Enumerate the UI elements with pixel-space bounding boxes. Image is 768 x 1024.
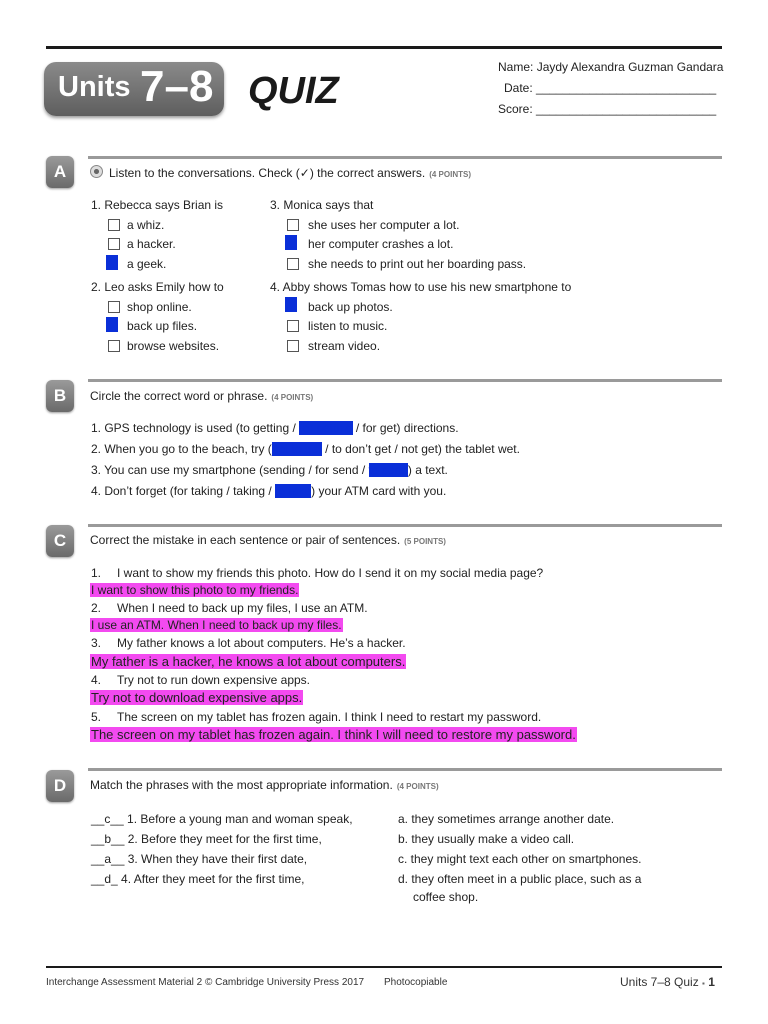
section-a-badge: A	[46, 156, 74, 188]
checkbox[interactable]	[108, 301, 120, 313]
correction-item	[91, 636, 406, 650]
checkbox[interactable]	[287, 219, 299, 231]
section-a-points: (4 POINTS)	[429, 170, 471, 179]
item-number: 3.	[91, 636, 102, 650]
item-text: / for get) directions.	[352, 421, 459, 435]
item-number: 1.	[91, 566, 102, 580]
section-c-instruction	[90, 533, 446, 547]
item-text: My father knows a lot about computers. He’s a hacker.	[117, 636, 406, 650]
section-b-badge: B	[46, 380, 74, 412]
page-number: 1	[708, 975, 715, 989]
selected-answer[interactable]: for getting	[299, 421, 353, 435]
grammar-item	[91, 484, 446, 498]
checkbox-checked[interactable]	[106, 317, 118, 332]
checkbox-checked[interactable]	[106, 255, 118, 270]
question-stem: 2. Leo asks Emily how to	[91, 280, 224, 294]
item-number: 2.	[91, 601, 102, 615]
option-label: stream video.	[308, 339, 381, 353]
correction-item	[91, 673, 310, 687]
audio-icon	[90, 165, 103, 178]
option-label: a hacker.	[127, 237, 176, 251]
score-blank: ___________________________	[536, 102, 717, 116]
section-b-points: (4 POINTS)	[271, 393, 314, 402]
item-text: Try not to run down expensive apps.	[117, 673, 311, 687]
section-d-points: (4 POINTS)	[396, 782, 439, 791]
match-item	[91, 872, 304, 886]
units-range: 7–8	[140, 62, 214, 111]
match-item	[91, 852, 307, 866]
checkbox[interactable]	[287, 340, 299, 352]
item-text: When I need to back up my files, I use an ATM.	[117, 601, 368, 615]
section-a-instruction-text: Listen to the conversations. Check (✓) the correct answers.	[109, 166, 426, 180]
name-value: Jaydy Alexandra Guzman Gandara	[536, 60, 724, 74]
checkbox[interactable]	[287, 258, 299, 270]
checkbox[interactable]	[287, 320, 299, 332]
match-answer[interactable]: __a__	[91, 852, 125, 866]
item-text: I want to show my friends this photo. How do I send it on my social media page?	[117, 566, 544, 580]
option-label: shop online.	[127, 300, 192, 314]
option-label: she uses her computer a lot.	[308, 218, 460, 232]
match-text: 1. Before a young man and woman speak,	[127, 812, 353, 826]
match-option-continued: coffee shop.	[413, 890, 479, 904]
checkbox[interactable]	[108, 340, 120, 352]
footer-copyright: Interchange Assessment Material 2 © Cambridge University Press 2017	[46, 977, 365, 988]
section-c-rule	[88, 524, 722, 527]
correction-item	[91, 601, 368, 615]
match-text: 2. Before they meet for the first time,	[127, 832, 322, 846]
match-item	[91, 812, 353, 826]
answer-text[interactable]: I want to show this photo to my friends.	[91, 583, 299, 597]
answer-text[interactable]: I use an ATM. When I need to back up my files.	[91, 618, 342, 632]
correction-item	[91, 566, 543, 580]
option-label: browse websites.	[127, 339, 220, 353]
item-number: 5.	[91, 710, 102, 724]
section-b-instruction	[90, 389, 313, 403]
match-item	[91, 832, 322, 846]
selected-answer[interactable]: not to get	[271, 442, 322, 456]
item-text: 2. When you go to the beach, try (	[91, 442, 272, 456]
grammar-item	[91, 421, 459, 435]
date-blank: ___________________________	[536, 81, 717, 95]
checkbox[interactable]	[108, 219, 120, 231]
section-c-badge: C	[46, 525, 74, 557]
footer-rule	[46, 966, 722, 968]
match-option: c. they might text each other on smartphones.	[398, 852, 642, 866]
item-text: ) a text.	[407, 463, 448, 477]
option-label: back up files.	[127, 319, 198, 333]
score-field	[498, 102, 716, 116]
option-label: listen to music.	[308, 319, 388, 333]
section-c-instruction-text: Correct the mistake in each sentence or pair of sentences.	[90, 533, 401, 547]
match-answer[interactable]: __d_	[91, 872, 118, 886]
question-stem: 3. Monica says that	[270, 198, 374, 212]
footer-photocopiable: Photocopiable	[384, 977, 448, 988]
match-text: 3. When they have their first date,	[127, 852, 308, 866]
item-text: The screen on my tablet has frozen again. I think I need to restart my password.	[117, 710, 542, 724]
match-answer[interactable]: __b__	[91, 832, 125, 846]
correction-item	[91, 710, 541, 724]
score-label: Score:	[498, 102, 533, 116]
footer-quiz-label	[620, 975, 715, 989]
section-c-points: (5 POINTS)	[404, 537, 446, 546]
match-option: d. they often meet in a public place, such as a	[398, 872, 642, 886]
checkbox-checked[interactable]	[285, 235, 297, 250]
section-d-rule	[88, 768, 722, 771]
section-a-instruction	[90, 165, 471, 180]
footer-bullet: ▪	[702, 979, 705, 988]
option-label: a geek.	[127, 257, 167, 271]
date-field	[504, 81, 716, 95]
section-a-rule	[88, 156, 722, 159]
grammar-item	[91, 442, 520, 456]
section-b-instruction-text: Circle the correct word or phrase.	[90, 389, 268, 403]
checkbox[interactable]	[108, 238, 120, 250]
footer-quiz-title: Units 7–8 Quiz	[620, 975, 699, 989]
match-option: b. they usually make a video call.	[398, 832, 575, 846]
name-label: Name:	[498, 60, 534, 74]
match-answer[interactable]: __c__	[91, 812, 124, 826]
answer-text[interactable]: Try not to download expensive apps.	[91, 690, 303, 705]
section-d-instruction-text: Match the phrases with the most appropriate information.	[90, 778, 393, 792]
top-rule	[46, 46, 722, 49]
units-word: Units	[58, 71, 131, 103]
page-title: QUIZ	[248, 70, 339, 112]
item-text: 3. You can use my smartphone (sending / for send /	[91, 463, 369, 477]
item-text: 4. Don’t forget (for taking / taking /	[91, 484, 276, 498]
date-label: Date:	[504, 81, 533, 95]
answer-text[interactable]: My father is a hacker, he knows a lot about computers.	[91, 654, 406, 669]
question-stem: 4. Abby shows Tomas how to use his new smartphone to	[270, 280, 572, 294]
selected-answer[interactable]: to send	[368, 463, 408, 477]
option-label: she needs to print out her boarding pass.	[308, 257, 527, 271]
grammar-item	[91, 463, 448, 477]
checkbox-checked[interactable]	[285, 297, 297, 312]
match-option: a. they sometimes arrange another date.	[398, 812, 615, 826]
match-text: 4. After they meet for the first time,	[121, 872, 305, 886]
item-text: 1. GPS technology is used (to getting /	[91, 421, 300, 435]
item-text: / to don’t get / not get) the tablet wet.	[321, 442, 520, 456]
option-label: a whiz.	[127, 218, 165, 232]
item-number: 4.	[91, 673, 102, 687]
option-label: her computer crashes a lot.	[308, 237, 454, 251]
option-label: back up photos.	[308, 300, 393, 314]
name-field	[498, 60, 723, 74]
selected-answer[interactable]: to take	[275, 484, 312, 498]
section-d-instruction	[90, 778, 439, 792]
section-b-rule	[88, 379, 722, 382]
units-badge	[44, 62, 224, 116]
question-stem: 1. Rebecca says Brian is	[91, 198, 224, 212]
item-text: ) your ATM card with you.	[311, 484, 447, 498]
section-d-badge: D	[46, 770, 74, 802]
answer-text[interactable]: The screen on my tablet has frozen again. I think I will need to restore my password.	[91, 727, 576, 742]
